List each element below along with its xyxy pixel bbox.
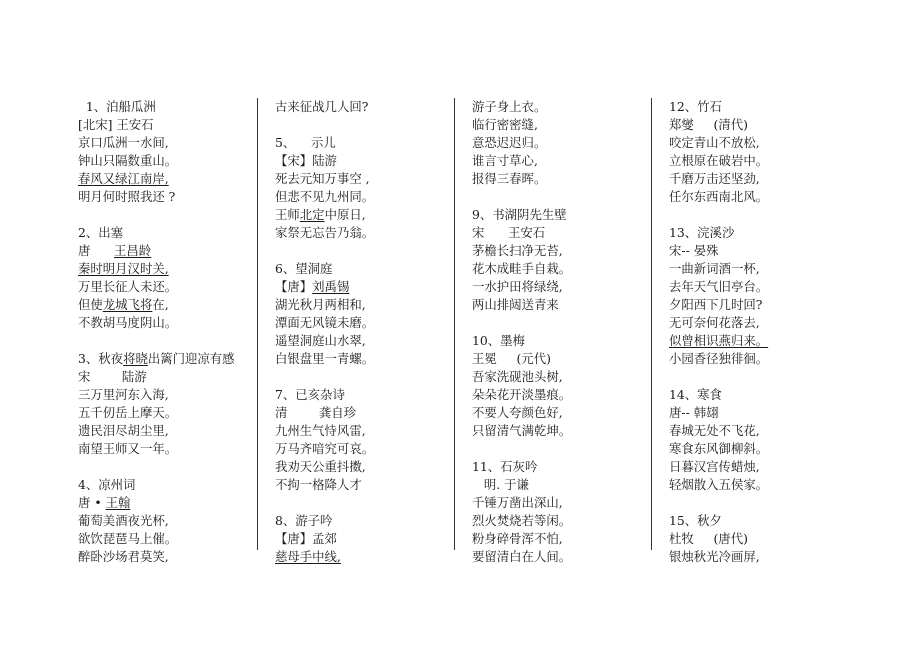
line-text: [北宋] 王安石 <box>78 117 154 132</box>
poem-column-1 <box>78 98 235 566</box>
line-text: 遗民泪尽胡尘里, <box>78 423 169 438</box>
line-text: 唐 <box>78 243 115 258</box>
poem-line <box>472 134 571 152</box>
poem-line <box>78 224 235 242</box>
poem-line <box>275 548 374 566</box>
poem-line <box>472 422 571 440</box>
line-text: 五千仞岳上摩天。 <box>78 405 178 420</box>
underlined-text: 慈母手中线, <box>275 549 341 564</box>
line-text: 九州生气恃风雷, <box>275 423 366 438</box>
stanza-gap <box>275 116 374 134</box>
line-text: 2、出塞 <box>78 225 124 240</box>
poem-line <box>669 170 768 188</box>
poem-line <box>78 242 235 260</box>
poem-line <box>669 512 768 530</box>
poem-line <box>275 530 374 548</box>
poem-line <box>275 512 374 530</box>
line-text: 春城无处不飞花, <box>669 423 760 438</box>
line-text: 万里长征人未还。 <box>78 279 178 294</box>
line-text: 5、 示儿 <box>275 135 336 150</box>
poem-line <box>472 368 571 386</box>
poem-line <box>275 278 374 296</box>
poem-line <box>669 98 768 116</box>
stanza-gap <box>275 242 374 260</box>
poem-line <box>275 350 374 368</box>
stanza-gap <box>275 494 374 512</box>
line-text: 3、秋夜 <box>78 351 124 366</box>
poem-line <box>275 152 374 170</box>
poem-line <box>669 260 768 278</box>
poem-line <box>472 278 571 296</box>
poem-line <box>275 458 374 476</box>
stanza-gap <box>78 332 235 350</box>
poem-line <box>78 548 235 566</box>
poem-line <box>669 116 768 134</box>
column-divider <box>454 98 455 550</box>
poem-line <box>78 404 235 422</box>
line-text: 只留清气满乾坤。 <box>472 423 572 438</box>
line-text: 中原日, <box>324 207 366 222</box>
line-text: 7、已亥杂诗 <box>275 387 345 402</box>
line-text: 遥望洞庭山水翠, <box>275 333 366 348</box>
poem-line <box>78 152 235 170</box>
poem-line <box>472 206 571 224</box>
line-text: 杜牧 (唐代) <box>669 531 748 546</box>
line-text: 三万里河东入海, <box>78 387 169 402</box>
poem-line <box>275 404 374 422</box>
line-text: 明. 于谦 <box>472 477 529 492</box>
line-text: 死去元知万事空 , <box>275 171 370 186</box>
line-text: 去年天气旧亭台。 <box>669 279 769 294</box>
line-text: 游子身上衣。 <box>472 99 547 114</box>
poem-line <box>78 494 235 512</box>
line-text: 任尔东西南北风。 <box>669 189 769 204</box>
poem-line <box>472 512 571 530</box>
line-text: 唐-- 韩翃 <box>669 405 719 420</box>
poem-line <box>275 134 374 152</box>
poem-line <box>669 350 768 368</box>
line-text: 宋 王安石 <box>472 225 546 240</box>
line-text: 8、游子吟 <box>275 513 333 528</box>
line-text: 家祭无忘告乃翁。 <box>275 225 375 240</box>
line-text: 千磨万击还坚劲, <box>669 171 760 186</box>
line-text: 但悲不见九州同。 <box>275 189 375 204</box>
line-text: 夕阳西下几时回? <box>669 297 763 312</box>
underlined-text: 春风又绿江南岸, <box>78 171 169 186</box>
poem-line <box>275 314 374 332</box>
line-text: 13、浣溪沙 <box>669 225 735 240</box>
stanza-gap <box>472 314 571 332</box>
line-text: 不教胡马度阴山。 <box>78 315 178 330</box>
poem-line <box>275 296 374 314</box>
line-text: 吾家洗砚池头树, <box>472 369 563 384</box>
underlined-text: 王翰 <box>105 495 131 510</box>
poem-line <box>472 116 571 134</box>
line-text: 欲饮琵琶马上催。 <box>78 531 178 546</box>
line-text: 京口瓜洲一水间, <box>78 135 169 150</box>
poem-column-4 <box>669 98 768 566</box>
poem-line <box>669 242 768 260</box>
poem-line <box>669 332 768 350</box>
line-text: 要留清白在人间。 <box>472 549 572 564</box>
poem-line <box>472 404 571 422</box>
poem-line <box>472 170 571 188</box>
line-text: 一曲新词酒一杯, <box>669 261 760 276</box>
line-text: 咬定青山不放松, <box>669 135 760 150</box>
poem-line <box>78 530 235 548</box>
line-text: 10、墨梅 <box>472 333 525 348</box>
poem-line <box>78 422 235 440</box>
poem-line <box>669 530 768 548</box>
line-text: 粉身碎骨浑不怕, <box>472 531 563 546</box>
line-text: 6、望洞庭 <box>275 261 333 276</box>
line-text: 唐 • <box>78 495 106 510</box>
line-text: 意恐迟迟归。 <box>472 135 547 150</box>
poem-line <box>275 188 374 206</box>
poem-line <box>669 134 768 152</box>
column-divider <box>651 98 652 550</box>
underlined-text: 刘禹锡 <box>312 279 350 294</box>
line-text: 我劝天公重抖擞, <box>275 459 366 474</box>
line-text: 立根原在破岩中。 <box>669 153 769 168</box>
poem-line <box>78 188 235 206</box>
line-text: 寒食东风御柳斜。 <box>669 441 769 456</box>
poem-line <box>669 152 768 170</box>
line-text: 【唐】孟郊 <box>275 531 337 546</box>
stanza-gap <box>472 188 571 206</box>
line-text: 千锤万凿出深山, <box>472 495 563 510</box>
line-text: 万马齐喑究可哀。 <box>275 441 375 456</box>
poem-line <box>472 98 571 116</box>
line-text: 4、凉州词 <box>78 477 136 492</box>
line-text: 11、石灰吟 <box>472 459 538 474</box>
poem-line <box>78 440 235 458</box>
poem-line <box>78 260 235 278</box>
poem-line <box>275 332 374 350</box>
poem-line <box>78 98 235 116</box>
line-text: 轻烟散入五侯家。 <box>669 477 769 492</box>
line-text: 古来征战几人回? <box>275 99 369 114</box>
line-text: 王冕 (元代) <box>472 351 551 366</box>
poem-line <box>275 476 374 494</box>
underlined-text: 将晓 <box>123 351 148 366</box>
poem-line <box>669 296 768 314</box>
line-text: 小园香径独徘徊。 <box>669 351 769 366</box>
line-text: 【宋】陆游 <box>275 153 337 168</box>
poem-line <box>78 134 235 152</box>
underlined-text: 秦时明月汉时关, <box>78 261 169 276</box>
poem-line <box>472 350 571 368</box>
stanza-gap <box>275 368 374 386</box>
poem-line <box>275 224 374 242</box>
poem-line <box>472 476 571 494</box>
poem-line <box>669 278 768 296</box>
line-text: 一水护田将绿绕, <box>472 279 563 294</box>
poem-line <box>472 242 571 260</box>
poem-line <box>78 350 235 368</box>
poem-line <box>669 548 768 566</box>
line-text: 12、竹石 <box>669 99 722 114</box>
poem-line <box>669 224 768 242</box>
line-text: 花木成畦手自栽。 <box>472 261 572 276</box>
poem-line <box>78 296 235 314</box>
line-text: 【唐】 <box>275 279 313 294</box>
stanza-gap <box>472 440 571 458</box>
line-text: 1、泊船瓜洲 <box>78 99 156 114</box>
poem-line <box>275 98 374 116</box>
line-text: 白银盘里一青螺。 <box>275 351 375 366</box>
underlined-text: 龙城飞将 <box>102 297 153 312</box>
poem-line <box>78 116 235 134</box>
line-text: 9、书湖阴先生壁 <box>472 207 567 222</box>
line-text: 15、秋夕 <box>669 513 722 528</box>
line-text: 醉卧沙场君莫笑, <box>78 549 169 564</box>
stanza-gap <box>78 458 235 476</box>
poem-line <box>669 458 768 476</box>
poem-line <box>669 386 768 404</box>
line-text: 湖光秋月两相和, <box>275 297 366 312</box>
poem-line <box>472 494 571 512</box>
poem-line <box>472 548 571 566</box>
poem-line <box>78 386 235 404</box>
underlined-text: 北定 <box>299 207 325 222</box>
poem-line <box>275 206 374 224</box>
poem-line <box>472 530 571 548</box>
poem-line <box>472 386 571 404</box>
underlined-text: 似曾相识燕归来。 <box>669 333 769 348</box>
poem-line <box>275 440 374 458</box>
poem-line <box>472 260 571 278</box>
poem-line <box>78 170 235 188</box>
line-text: 在, <box>152 297 169 312</box>
line-text: 谁言寸草心, <box>472 153 538 168</box>
line-text: 茅檐长扫净无苔, <box>472 243 563 258</box>
line-text: 临行密密缝, <box>472 117 538 132</box>
line-text: 烈火焚烧若等闲。 <box>472 513 572 528</box>
line-text: 葡萄美酒夜光杯, <box>78 513 169 528</box>
line-text: 宋 陆游 <box>78 369 147 384</box>
stanza-gap <box>78 206 235 224</box>
poem-line <box>78 314 235 332</box>
poem-column-3 <box>472 98 571 566</box>
line-text: 明月何时照我还 ? <box>78 189 176 204</box>
line-text: 潭面无风镜未磨。 <box>275 315 375 330</box>
line-text: 不拘一格降人才 <box>275 477 362 492</box>
underlined-text: 王昌龄 <box>114 243 152 258</box>
line-text: 但使 <box>78 297 103 312</box>
line-text: 朵朵花开淡墨痕。 <box>472 387 572 402</box>
poem-line <box>275 260 374 278</box>
poem-line <box>472 332 571 350</box>
poem-line <box>275 422 374 440</box>
poem-line <box>78 278 235 296</box>
poem-line <box>275 386 374 404</box>
line-text: 不要人夸颜色好, <box>472 405 563 420</box>
poem-line <box>669 188 768 206</box>
line-text: 清 龚自珍 <box>275 405 357 420</box>
poem-line <box>275 170 374 188</box>
line-text: 宋-- 晏殊 <box>669 243 719 258</box>
stanza-gap <box>669 494 768 512</box>
poem-line <box>669 476 768 494</box>
line-text: 两山排闼送青来 <box>472 297 559 312</box>
poem-line <box>472 152 571 170</box>
poem-column-2 <box>275 98 374 566</box>
poem-line <box>669 404 768 422</box>
line-text: 日暮汉宫传蜡烛, <box>669 459 760 474</box>
poem-line <box>78 368 235 386</box>
poem-line <box>78 512 235 530</box>
line-text: 王师 <box>275 207 300 222</box>
poem-line <box>669 440 768 458</box>
stanza-gap <box>669 206 768 224</box>
line-text: 银烛秋光冷画屏, <box>669 549 760 564</box>
line-text: 钟山只隔数重山。 <box>78 153 178 168</box>
stanza-gap <box>669 368 768 386</box>
poem-line <box>472 224 571 242</box>
line-text: 郑燮 (清代) <box>669 117 748 132</box>
line-text: 报得三春晖。 <box>472 171 547 186</box>
poem-line <box>78 476 235 494</box>
line-text: 出篱门迎凉有感 <box>147 351 235 366</box>
poem-line <box>472 458 571 476</box>
line-text: 14、寒食 <box>669 387 722 402</box>
column-divider <box>257 98 258 550</box>
line-text: 南望王师又一年。 <box>78 441 178 456</box>
line-text: 无可奈何花落去, <box>669 315 760 330</box>
poem-line <box>669 314 768 332</box>
poem-line <box>669 422 768 440</box>
poem-line <box>472 296 571 314</box>
